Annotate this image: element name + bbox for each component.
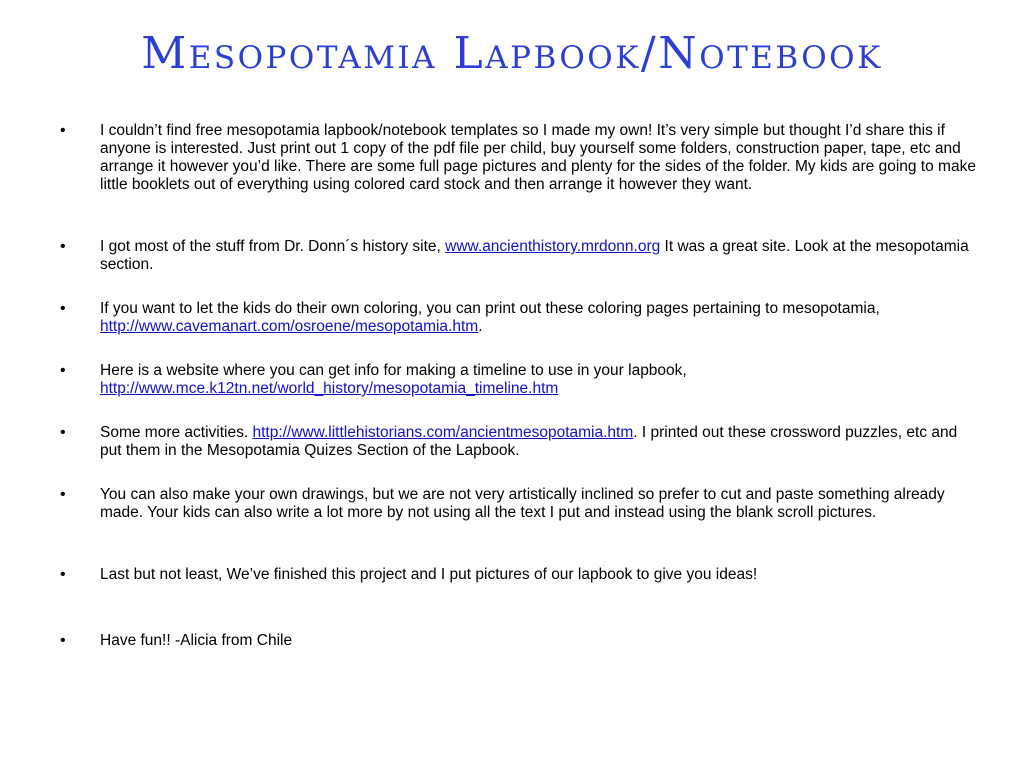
bullet-dot-icon: • <box>60 300 66 317</box>
page-title: Mesopotamia Lapbook/Notebook <box>141 28 883 79</box>
bullet-dot-icon: • <box>60 424 66 441</box>
bullet-item-timeline <box>60 362 980 398</box>
link-mrdonn[interactable]: www.ancienthistory.mrdonn.org <box>445 238 661 255</box>
bullet-text: . <box>478 318 483 335</box>
bullet-dot-icon: • <box>60 122 66 139</box>
link-cavemanart[interactable]: http://www.cavemanart.com/osroene/mesopotamia.htm <box>100 318 479 335</box>
bullet-item-coloring <box>60 300 980 336</box>
bullet-dot-icon: • <box>60 566 66 583</box>
bullet-item-source <box>60 238 980 274</box>
bullet-dot-icon: • <box>60 238 66 255</box>
bullet-text: . I printed out these crossword puzzles, etc and put them in the Mesopotamia Quizes Section of the Lapbook. <box>100 424 958 459</box>
bullet-text: Some more activities. <box>100 424 253 441</box>
bullet-dot-icon: • <box>60 362 66 379</box>
bullet-text: I got most of the stuff from Dr. Donn´s history site, <box>100 238 446 255</box>
bullet-item-activities <box>60 424 980 460</box>
bullet-text: I couldn’t find free mesopotamia lapbook/notebook templates so I made my own! It’s very simple but thought I’d share this if anyone is interested. Just print out 1 copy of the pdf file per child, buy yourself some folders, construction paper, tape, etc and arrange it however you’d like. There are some full page pictures and plenty for the sides of the folder. My kids are going to make little booklets out of everything using colored card stock and then arrange it however they want. <box>100 122 976 193</box>
bullet-text: If you want to let the kids do their own coloring, you can print out these coloring pages pertaining to mesopotamia, <box>100 300 880 317</box>
link-k12tn[interactable]: http://www.mce.k12tn.net/world_history/mesopotamia_timeline.htm <box>100 380 559 397</box>
bullet-dot-icon: • <box>60 486 66 503</box>
bullet-text: Have fun!! -Alicia from Chile <box>100 632 293 649</box>
bullet-text: It was a great site. Look at the mesopotamia section. <box>100 238 969 273</box>
bullet-text: Last but not least, We’ve finished this project and I put pictures of our lapbook to give you ideas! <box>100 566 758 583</box>
bullet-text: Here is a website where you can get info for making a timeline to use in your lapbook, <box>100 362 687 379</box>
link-littlehistorians[interactable]: http://www.littlehistorians.com/ancientmesopotamia.htm <box>252 424 634 441</box>
bullet-item-signoff <box>60 632 980 650</box>
bullet-dot-icon: • <box>60 632 66 649</box>
bullet-text: You can also make your own drawings, but we are not very artistically inclined so prefer to cut and paste something already made. Your kids can also write a lot more by not using all the text I put and instead using the blank scroll pictures. <box>100 486 945 521</box>
bullet-item-intro <box>60 122 980 194</box>
bullet-item-pictures <box>60 566 980 584</box>
bullet-item-drawings <box>60 486 980 522</box>
